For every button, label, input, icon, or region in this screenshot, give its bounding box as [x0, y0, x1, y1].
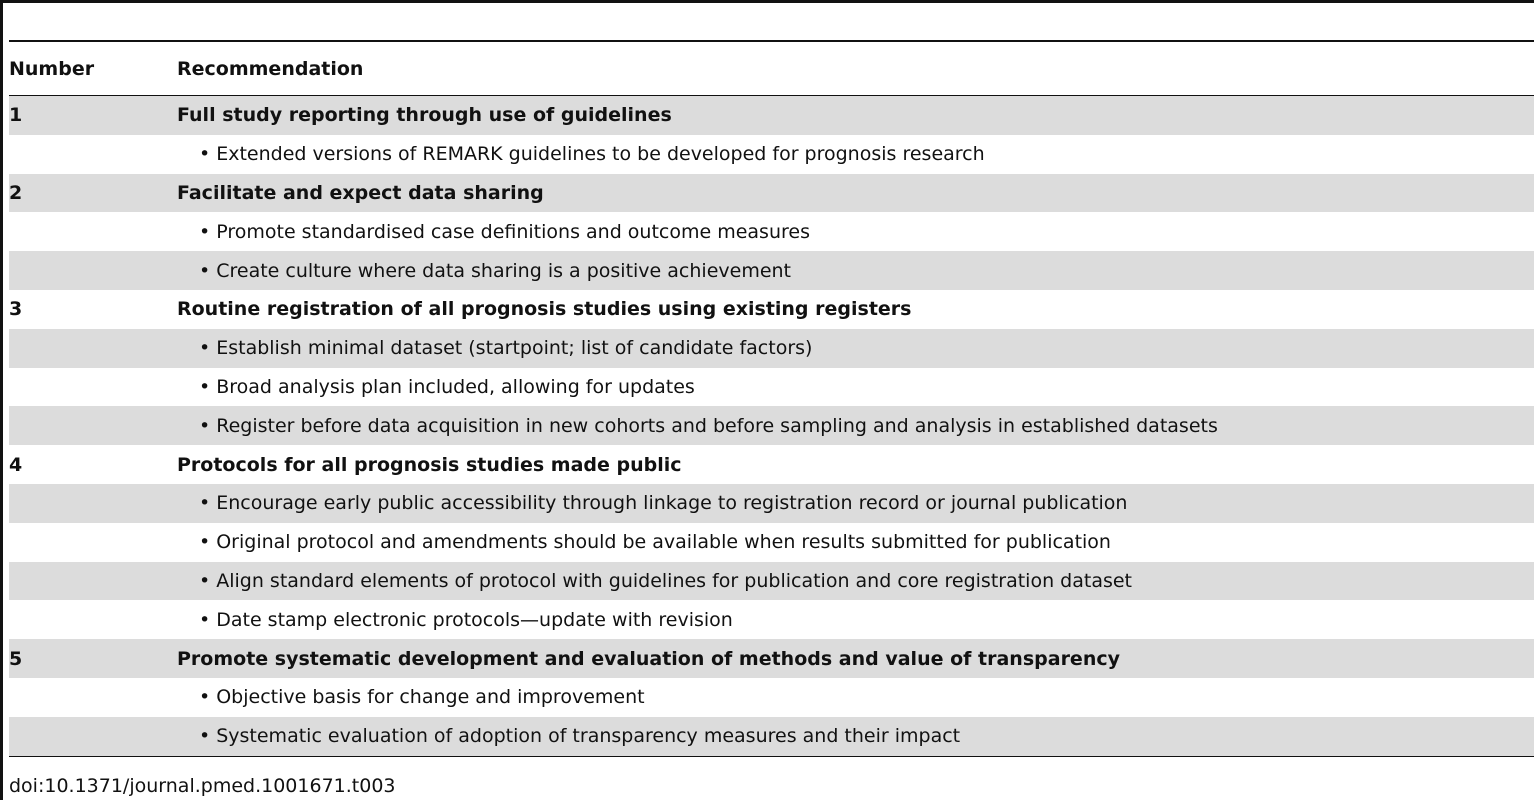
- doi-caption: doi:10.1371/journal.pmed.1001671.t003: [9, 775, 396, 797]
- number-cell: [9, 368, 177, 407]
- table-row-item: [9, 368, 1534, 407]
- bullet-icon: •: [199, 143, 211, 166]
- bullet-icon: •: [199, 569, 211, 592]
- recommendation-item-text: Objective basis for change and improvement: [216, 686, 645, 709]
- recommendation-item: [177, 717, 1534, 756]
- recommendation-item: [177, 212, 1534, 251]
- recommendation-heading: Protocols for all prognosis studies made public: [177, 453, 682, 476]
- recommendation-item: [177, 600, 1534, 639]
- table-row-heading: [9, 174, 1534, 213]
- recommendation-item: [177, 678, 1534, 717]
- recommendation-item-text: Create culture where data sharing is a positive achievement: [216, 259, 792, 282]
- number-cell: 4: [9, 453, 23, 476]
- bullet-icon: •: [199, 414, 211, 437]
- recommendation-item-text: Date stamp electronic protocols—update with revision: [216, 608, 733, 631]
- bullet-icon: •: [199, 492, 211, 515]
- recommendation-item-text: Encourage early public accessibility through linkage to registration record or journal publication: [216, 492, 1128, 515]
- bullet-icon: •: [199, 608, 211, 631]
- number-cell: 3: [9, 298, 23, 321]
- number-cell: [9, 523, 177, 562]
- table-row-item: [9, 600, 1534, 639]
- left-border-rule: [0, 0, 3, 800]
- recommendation-item-text: Systematic evaluation of adoption of transparency measures and their impact: [216, 725, 961, 748]
- number-cell: [9, 212, 177, 251]
- header-recommendation: Recommendation: [177, 57, 364, 80]
- recommendation-heading: Routine registration of all prognosis studies using existing registers: [177, 298, 912, 321]
- number-cell: [9, 717, 177, 756]
- table-row-heading: [9, 445, 1534, 484]
- recommendations-table: [9, 40, 1534, 757]
- table-row-heading: [9, 96, 1534, 135]
- number-cell: [9, 484, 177, 523]
- number-cell: [9, 678, 177, 717]
- table-row-item: [9, 251, 1534, 290]
- number-cell: [9, 251, 177, 290]
- table-row-item: [9, 329, 1534, 368]
- number-cell: [9, 600, 177, 639]
- table-header-row: [9, 41, 1534, 96]
- recommendations-table-container: [9, 40, 1534, 757]
- recommendation-item-text: Original protocol and amendments should be available when results submitted for publication: [216, 531, 1111, 554]
- bullet-icon: •: [199, 259, 211, 282]
- bullet-icon: •: [199, 725, 211, 748]
- table-row-item: [9, 717, 1534, 756]
- top-border-rule: [0, 0, 1534, 3]
- bullet-icon: •: [199, 375, 211, 398]
- table-row-item: [9, 406, 1534, 445]
- recommendation-heading: Full study reporting through use of guidelines: [177, 96, 1534, 135]
- table-row-item: [9, 135, 1534, 174]
- recommendation-item: [177, 484, 1534, 523]
- number-cell: 2: [9, 174, 177, 213]
- table-row-heading: [9, 290, 1534, 329]
- recommendation-heading: Facilitate and expect data sharing: [177, 174, 1534, 213]
- bullet-icon: •: [199, 531, 211, 554]
- recommendation-item-text: Establish minimal dataset (startpoint; list of candidate factors): [216, 337, 813, 360]
- recommendation-item: [177, 251, 1534, 290]
- table-row-item: [9, 523, 1534, 562]
- number-cell: [9, 406, 177, 445]
- recommendation-item: [177, 406, 1534, 445]
- number-cell: 5: [9, 639, 177, 678]
- header-number: Number: [9, 57, 95, 80]
- recommendation-item-text: Promote standardised case definitions and outcome measures: [216, 220, 810, 243]
- recommendation-item: [177, 368, 1534, 407]
- bullet-icon: •: [199, 686, 211, 709]
- recommendation-item: [177, 329, 1534, 368]
- number-cell: [9, 562, 177, 601]
- table-row-item: [9, 562, 1534, 601]
- table-body: [9, 96, 1534, 757]
- recommendation-item-text: Register before data acquisition in new cohorts and before sampling and analysis in established datasets: [216, 414, 1218, 437]
- recommendation-item-text: Extended versions of REMARK guidelines to be developed for prognosis research: [216, 143, 985, 166]
- bullet-icon: •: [199, 220, 211, 243]
- recommendation-item: [177, 135, 1534, 174]
- table-row-item: [9, 212, 1534, 251]
- recommendation-item-text: Align standard elements of protocol with guidelines for publication and core registration dataset: [216, 569, 1133, 592]
- bullet-icon: •: [199, 337, 211, 360]
- recommendation-item: [177, 562, 1534, 601]
- number-cell: [9, 135, 177, 174]
- table-row-item: [9, 678, 1534, 717]
- table-row-item: [9, 484, 1534, 523]
- recommendation-heading: Promote systematic development and evaluation of methods and value of transparency: [177, 639, 1534, 678]
- recommendation-item: [177, 523, 1534, 562]
- number-cell: [9, 329, 177, 368]
- recommendation-item-text: Broad analysis plan included, allowing for updates: [216, 375, 695, 398]
- table-row-heading: [9, 639, 1534, 678]
- number-cell: 1: [9, 96, 177, 135]
